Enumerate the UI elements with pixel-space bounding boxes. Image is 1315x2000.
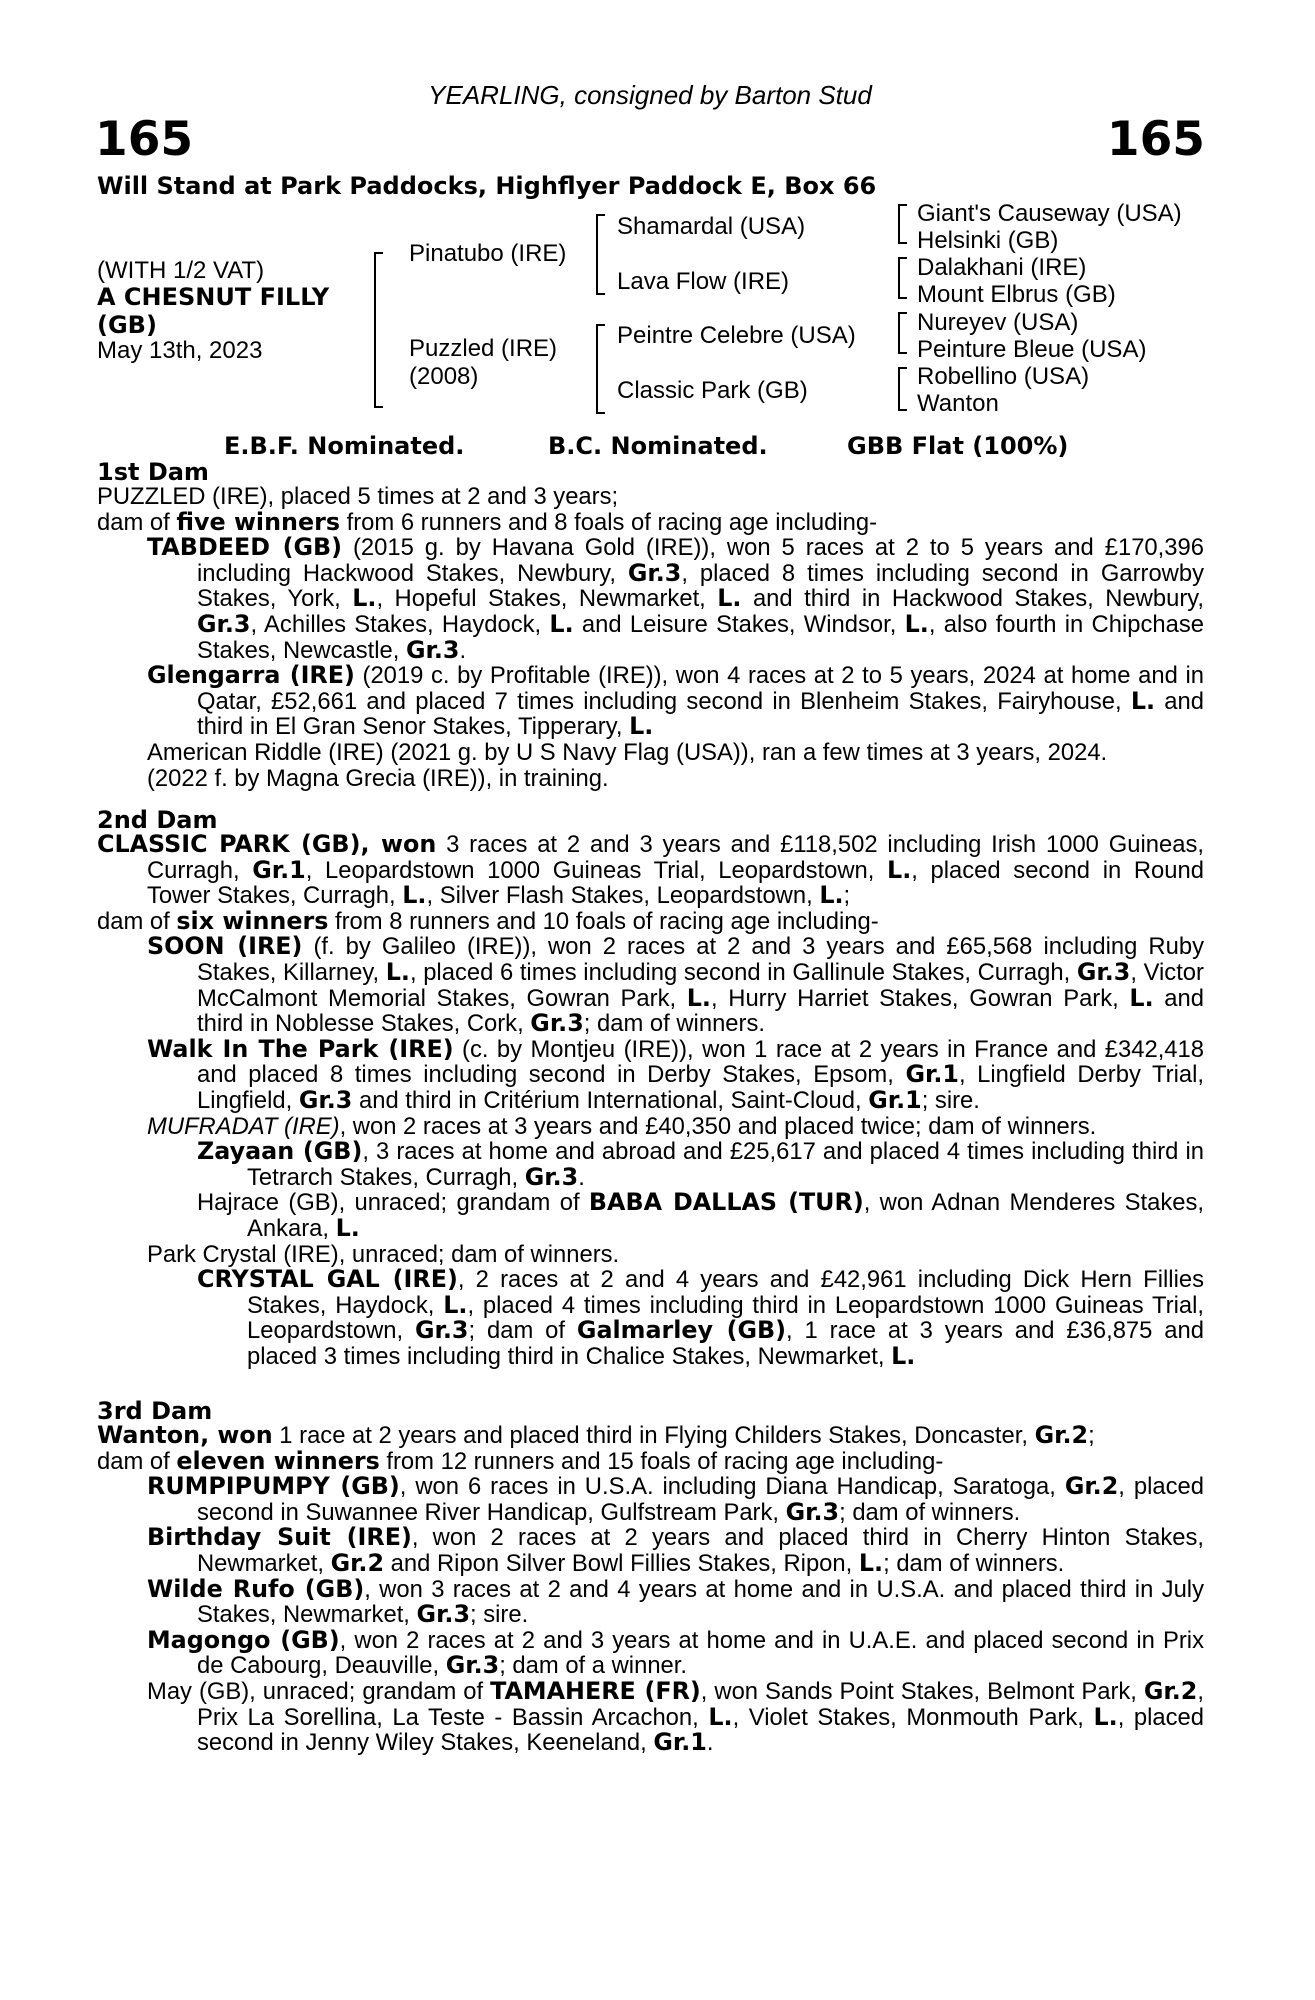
lot-number-right: 165 [1106,112,1205,167]
pedigree-brace-ds [898,312,907,354]
produce-entry-may: May (GB), unraced; grandam of TAMAHERE (FR), won Sands Point Stakes, Belmont Park, Gr.2, Prix La Sorellina, La Teste - Bassin Arcachon, L., Violet Stakes, Monmouth Park, L., placed second in Jenny Wiley Stakes, Keeneland, Gr.1. [147,1676,1204,1757]
second-dam-produce-summary: dam of six winners from 8 runners and 10 foals of racing age including- [97,906,879,935]
third-dam-wanton: Wanton, won 1 race at 2 years and placed third in Flying Childers Stakes, Doncaster, Gr.2; [97,1421,1095,1449]
second-dam-classic-park: CLASSIC PARK (GB), won 3 races at 2 and 3 years and £118,502 including Irish 1000 Guineas, Curragh, Gr.1, Leopardstown 1000 Guineas Trial, Leopardstown, L., placed second in Round Tower Stakes, Curragh, L., Silver Flash Stakes, Leopardstown, L.; [97,830,1204,910]
dam-year: (2008) [409,363,479,390]
ancestor-ddd: Wanton [917,390,999,417]
ancestor-dds: Robellino (USA) [917,363,1090,390]
produce-entry-birthday-suit: Birthday Suit (IRE), won 2 races at 2 years and placed third in Cherry Hinton Stakes, Newmarket, Gr.2 and Ripon Silver Bowl Fillies Stakes, Ripon, L.; dam of winners. [147,1523,1204,1577]
produce-entry-american-riddle: American Riddle (IRE) (2021 g. by U S Navy Flag (USA)), ran a few times at 3 years, 2024. [147,738,1108,766]
lot-number-left: 165 [95,112,194,167]
sire-name: Pinatubo (IRE) [409,240,567,267]
ancestor-sdd: Mount Elbrus (GB) [917,281,1116,308]
first-dam-intro: PUZZLED (IRE), placed 5 times at 2 and 3 years; [97,483,619,510]
first-dam-section [97,484,1204,791]
sire-dam: Lava Flow (IRE) [617,268,790,295]
pedigree-brace-ss [898,204,907,244]
produce-entry-glengarra: Glengarra (IRE) (2019 c. by Profitable (IRE)), won 4 races at 2 to 5 years, 2024 at home and in Qatar, £52,661 and placed 7 times including second in Blenheim Stakes, Fairyhouse, L. and third in El Gran Senor Stakes, Tipperary, L. [147,661,1204,741]
produce-entry-hajrace: Hajrace (GB), unraced; grandam of BABA DALLAS (TUR), won Adnan Menderes Stakes, Ankara, L. [197,1188,1204,1242]
horse-dob: May 13th, 2023 [97,337,263,364]
produce-entry-rumpipumpy: RUMPIPUMPY (GB), won 6 races in U.S.A. including Diana Handicap, Saratoga, Gr.2, placed second in Suwannee River Handicap, Gulfstream Park, Gr.3; dam of winners. [147,1472,1204,1526]
dam-dam: Classic Park (GB) [617,377,808,404]
produce-entry-2022-filly: (2022 f. by Magna Grecia (IRE)), in training. [147,764,609,792]
first-dam-produce-summary: dam of five winners from 6 runners and 8 foals of racing age including- [97,507,878,536]
pedigree-brace-sd [898,257,907,299]
produce-entry-park-crystal: Park Crystal (IRE), unraced; dam of winners. [147,1240,620,1268]
ancestor-ssd: Helsinki (GB) [917,227,1059,254]
produce-entry-wilde-rufo: Wilde Rufo (GB), won 3 races at 2 and 4 years at home and in U.S.A. and placed third in July Stakes, Newmarket, Gr.3; sire. [147,1574,1204,1629]
gbb-flat: GBB Flat (100%) [847,432,1069,460]
pedigree-brace-main [374,252,383,408]
third-dam-section [97,1423,1204,1756]
produce-entry-walk-in-the-park: Walk In The Park (IRE) (c. by Montjeu (IRE)), won 1 race at 2 years in France and £342,418 and placed 8 times including second in Derby Stakes, Epsom, Gr.1, Lingfield Derby Trial, Lingfield, Gr.3 and third in Critérium International, Saint-Cloud, Gr.1; sire. [147,1034,1205,1114]
ancestor-sds: Dalakhani (IRE) [917,254,1087,281]
third-dam-heading: 3rd Dam [97,1397,213,1425]
horse-name: A CHESNUT FILLY [97,283,330,311]
produce-entry-crystal-gal: CRYSTAL GAL (IRE), 2 races at 2 and 4 years and £42,961 including Dick Hern Fillies Stakes, Haydock, L., placed 4 times including third in Leopardstown 1000 Guineas Trial, Leopardstown, Gr.3; dam of Galmarley (GB), 1 race at 3 years and £36,875 and placed 3 times including third in Chalice Stakes, Newmarket, L. [197,1265,1205,1370]
sire-sire: Shamardal (USA) [617,213,806,240]
pedigree-brace-sire [596,214,605,295]
ancestor-sss: Giant's Causeway (USA) [917,200,1182,227]
horse-country: (GB) [97,311,157,339]
ancestor-dsd: Peinture Bleue (USA) [917,336,1147,363]
produce-entry-zayaan: Zayaan (GB), 3 races at home and abroad and £25,617 and placed 4 times including third in Tetrarch Stakes, Curragh, Gr.3. [197,1137,1205,1191]
ancestor-dss: Nureyev (USA) [917,309,1079,336]
pedigree-brace-dam [596,324,605,414]
produce-entry-tabdeed: TABDEED (GB) (2015 g. by Havana Gold (IRE)), won 5 races at 2 to 5 years and £170,396 including Hackwood Stakes, Newbury, Gr.3, placed 8 times including second in Garrowby Stakes, York, L., Hopeful Stakes, Newmarket, L. and third in Hackwood Stakes, Newbury, Gr.3, Achilles Stakes, Haydock, L. and Leisure Stakes, Windsor, L., also fourth in Chipchase Stakes, Newcastle, Gr.3. [147,533,1205,664]
vat-note: (WITH 1/2 VAT) [97,257,265,284]
second-dam-heading: 2nd Dam [97,806,218,834]
consignor-heading: YEARLING, consigned by Barton Stud [428,80,872,110]
second-dam-section [97,832,1204,1369]
bc-nomination: B.C. Nominated. [548,432,768,460]
first-dam-heading: 1st Dam [97,458,209,486]
produce-entry-mufradat: MUFRADAT (IRE), won 2 races at 3 years and £40,350 and placed twice; dam of winners. [147,1112,1097,1140]
pedigree-brace-dd [898,367,907,411]
ebf-nomination: E.B.F. Nominated. [224,432,465,460]
third-dam-produce-summary: dam of eleven winners from 12 runners and 15 foals of racing age including- [97,1446,944,1475]
dam-name: Puzzled (IRE) [409,335,558,362]
produce-entry-soon: SOON (IRE) (f. by Galileo (IRE)), won 2 races at 2 and 3 years and £65,568 including Ruby Stakes, Killarney, L., placed 6 times including second in Gallinule Stakes, Curragh, Gr.3, Victor McCalmont Memorial Stakes, Gowran Park, L., Hurry Harriet Stakes, Gowran Park, L. and third in Noblesse Stakes, Cork, Gr.3; dam of winners. [147,932,1204,1038]
produce-entry-magongo: Magongo (GB), won 2 races at 2 and 3 years at home and in U.A.E. and placed second in Prix de Cabourg, Deauville, Gr.3; dam of a winner. [147,1625,1204,1680]
stand-location: Will Stand at Park Paddocks, Highflyer Paddock E, Box 66 [97,172,877,200]
dam-sire: Peintre Celebre (USA) [617,322,856,349]
